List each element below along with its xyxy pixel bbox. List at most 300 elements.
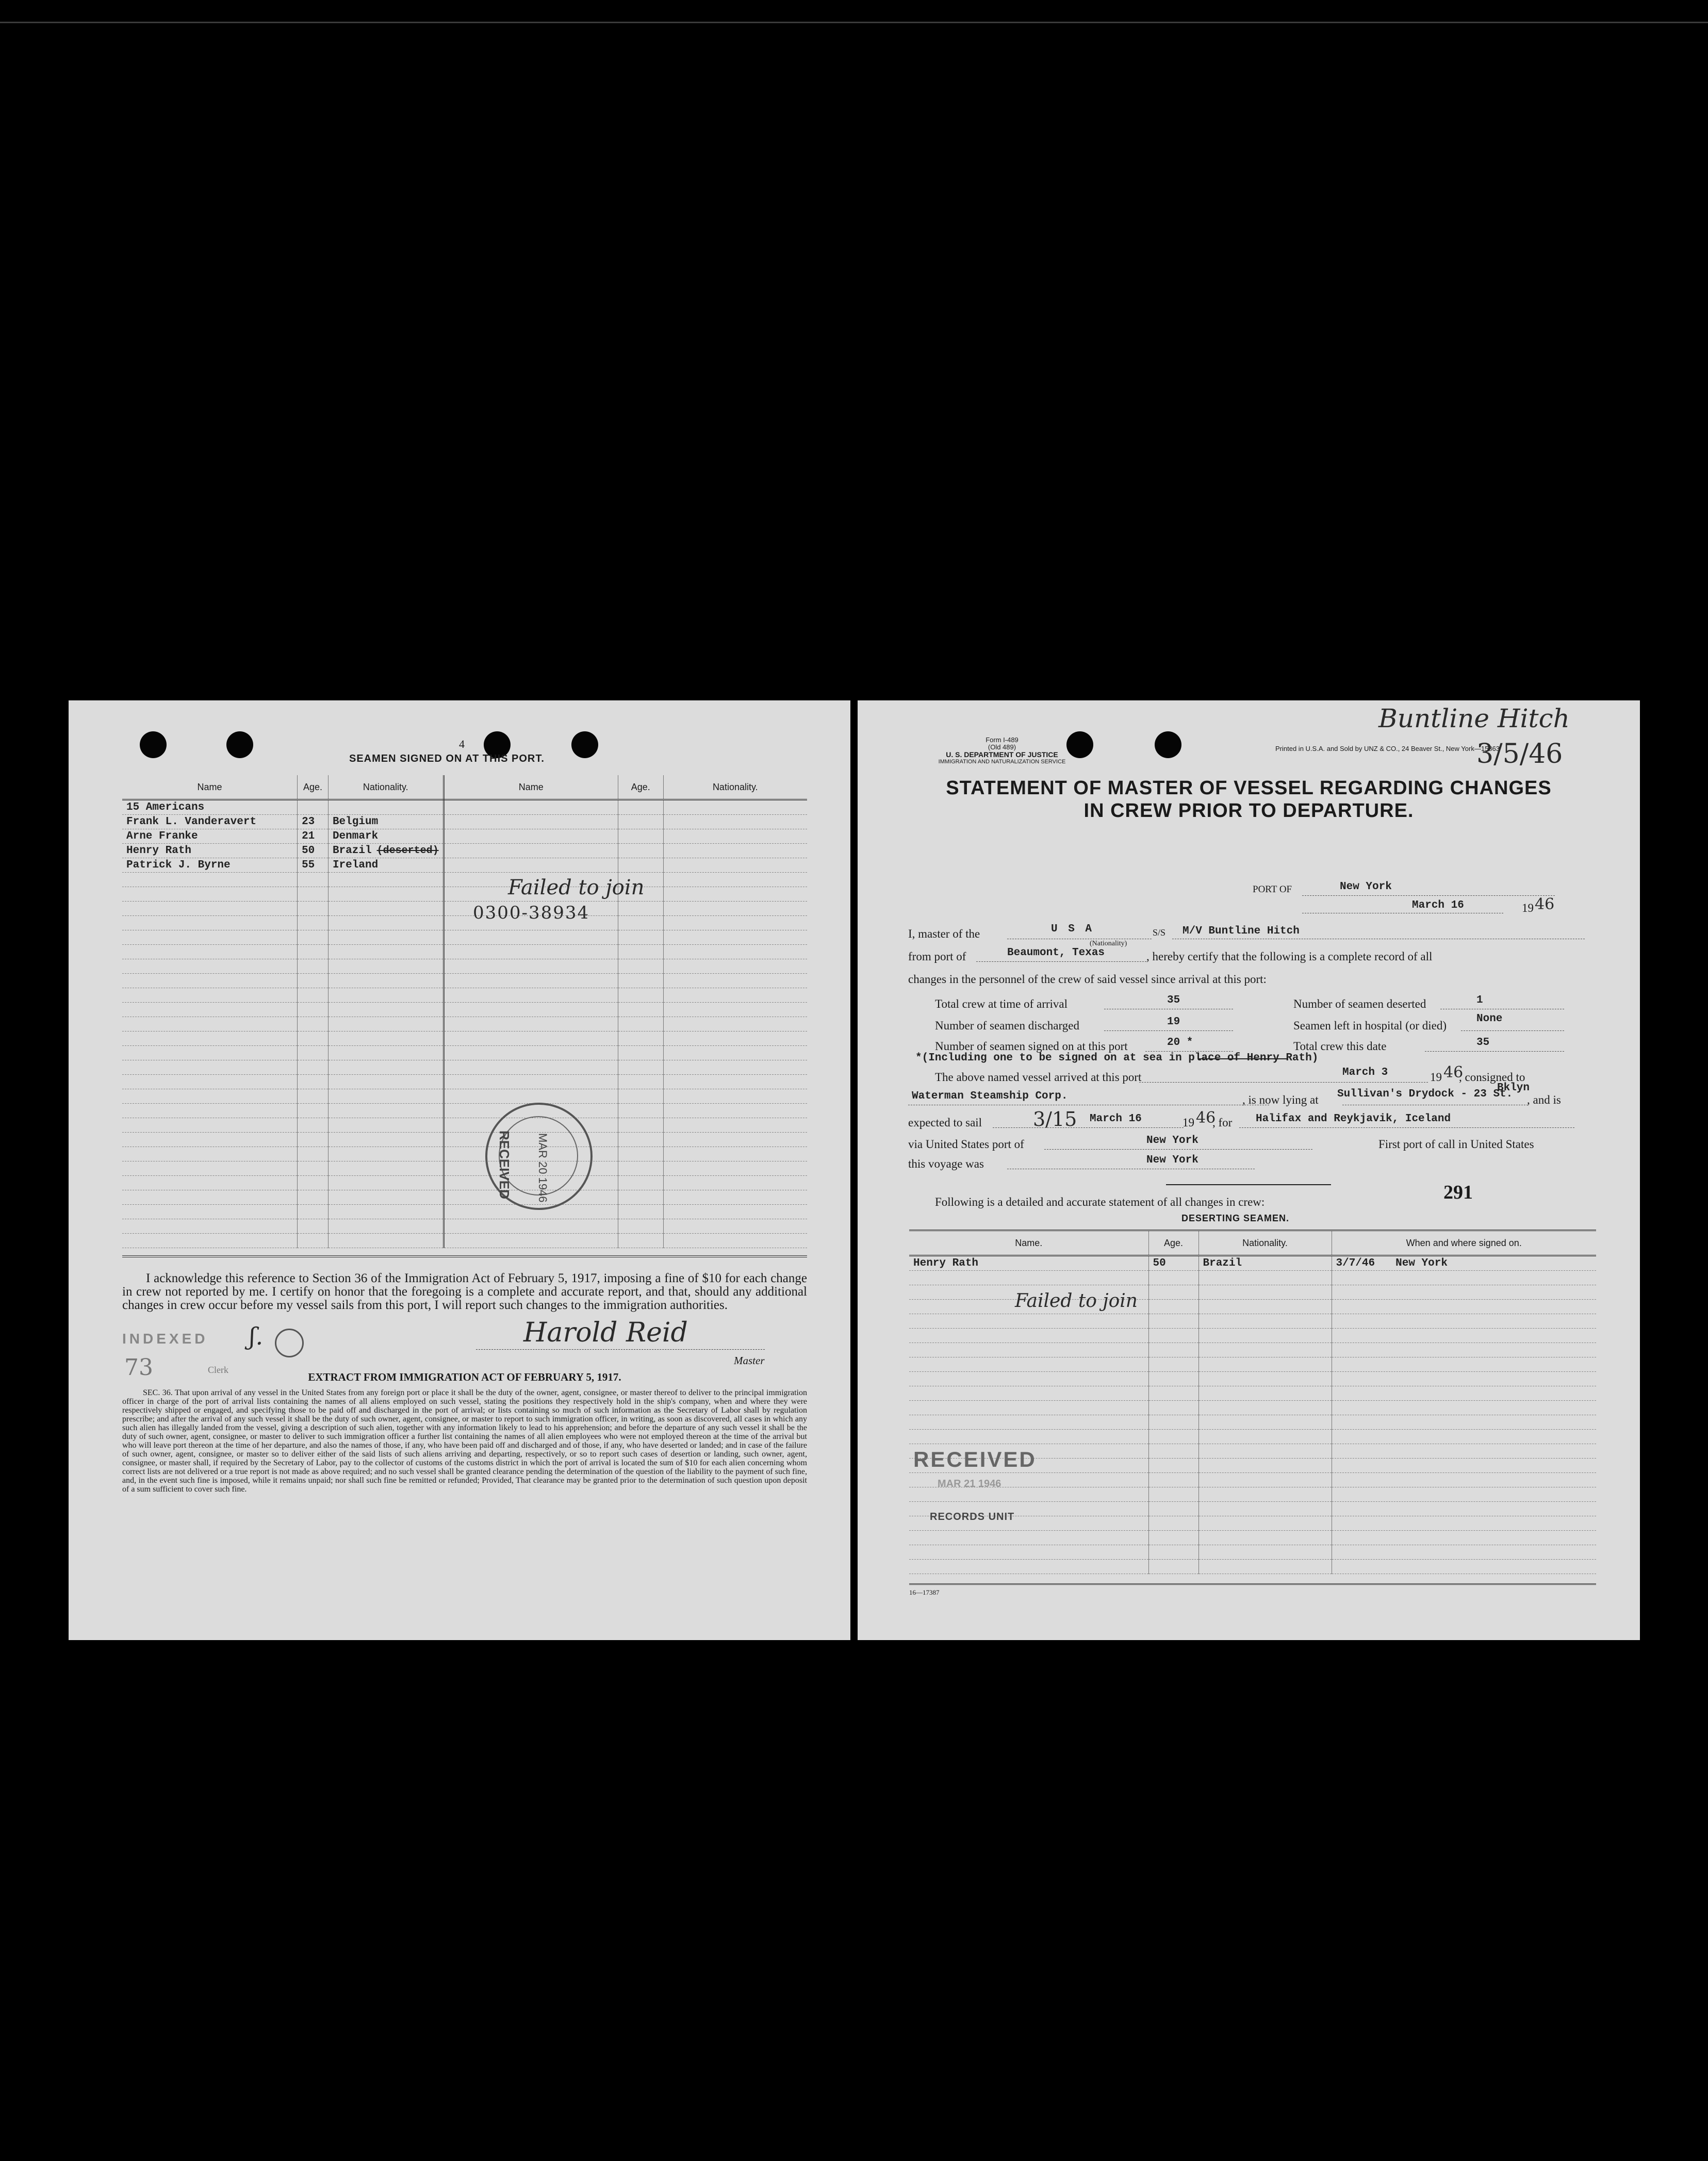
from-port-value: Beaumont, Texas [1007,947,1105,959]
cell-empty [663,988,807,1003]
cell-nationality [1198,1459,1332,1473]
cell-empty [444,800,618,815]
cell-empty [618,1089,663,1104]
cell-age [298,1133,329,1147]
cell-empty [618,1017,663,1032]
cell-whenwhere [1332,1285,1596,1300]
cell-nationality [328,1176,444,1190]
lying-value: Sullivan's Drydock - 23 St. [1337,1088,1513,1100]
cell-nationality [328,1104,444,1118]
cell-empty [663,1234,807,1248]
cell-nationality [1198,1285,1332,1300]
table-row [122,988,807,1003]
initials-circle [275,1329,304,1357]
divider-short [1166,1184,1331,1185]
col-header-when-where: When and where signed on. [1332,1231,1596,1256]
cell-name [909,1401,1148,1415]
cell-name [122,873,298,887]
cell-empty [618,1133,663,1147]
cell-empty [663,1089,807,1104]
table-row [122,1046,807,1060]
cell-age [1148,1545,1198,1560]
cell-name [909,1372,1148,1386]
cell-empty [444,844,618,858]
table-row [122,945,807,959]
cell-name [122,945,298,959]
cell-nationality [1198,1271,1332,1285]
extract-title: EXTRACT FROM IMMIGRATION ACT OF FEBRUARY 5, 1917. [308,1371,621,1383]
clerk-number: 73 [124,1354,153,1381]
printer-note: Printed in U.S.A. and Sold by UNZ & CO., 24 Beaver St., New York—15863 [1275,745,1500,752]
cell-whenwhere [1332,1545,1596,1560]
table-row [122,1089,807,1104]
table-bottom-rule [909,1583,1596,1585]
cell-age: 21 [298,829,329,844]
arrived-year-prefix: 19 [1430,1071,1442,1084]
expected-line [993,1127,1184,1128]
cell-empty [618,800,663,815]
table-row [909,1487,1596,1502]
cell-age [1148,1444,1198,1459]
cell-name [122,1032,298,1046]
table-row [909,1285,1596,1300]
cell-empty [618,930,663,945]
cell-nationality [328,1133,444,1147]
voyage-label: this voyage was [908,1157,984,1170]
cell-nationality: Belgium [328,815,444,829]
table-header-row [122,775,807,800]
left-page [69,700,850,1640]
cell-empty [444,815,618,829]
cell-name [122,1075,298,1089]
cell-name [122,887,298,902]
cell-age [1148,1271,1198,1285]
table-row [909,1271,1596,1285]
cell-whenwhere [1332,1415,1596,1430]
handwritten-number: 0300-38934 [473,903,590,923]
cell-age [298,1075,329,1089]
cell-empty [618,945,663,959]
cell-empty [444,1032,618,1046]
changes-text: changes in the personnel of the crew of said vessel since arrival at this port: [908,973,1267,986]
cell-age [298,887,329,902]
form-title-line1: STATEMENT OF MASTER OF VESSEL REGARDING CHANGES [946,777,1552,799]
cell-empty [444,988,618,1003]
cell-empty [618,1003,663,1017]
cell-nationality [328,1161,444,1176]
signed-on-place: New York [1395,1257,1448,1269]
table-row [909,1430,1596,1444]
stat-line [1425,1051,1564,1052]
table-row [122,1133,807,1147]
cell-name [122,1161,298,1176]
received-stamp-text: RECEIVED [497,1131,512,1199]
cell-nationality [328,974,444,988]
stat-label-total-date: Total crew this date [1293,1040,1387,1053]
punch-hole [1155,731,1181,758]
page-number: 4 [459,738,465,750]
cell-whenwhere [1332,1473,1596,1487]
cell-empty [663,902,807,916]
arrived-date: March 3 [1342,1067,1388,1078]
table-row [122,1003,807,1017]
cell-empty [663,974,807,988]
table-row [122,1017,807,1032]
table-row [122,1032,807,1046]
cell-age [298,1032,329,1046]
cell-nationality [1198,1430,1332,1444]
received-stamp: RECEIVED [913,1447,1037,1471]
cell-empty [663,800,807,815]
consignee-value: Waterman Steamship Corp. [912,1090,1068,1102]
cell-name [122,1133,298,1147]
cell-nationality [328,902,444,916]
table-row [122,1176,807,1190]
page-number-291: 291 [1443,1182,1473,1203]
table-row [122,1190,807,1205]
following-text: Following is a detailed and accurate statement of all changes in crew: [935,1196,1265,1208]
cell-age [1148,1516,1198,1531]
cell-empty [663,1032,807,1046]
voyage-value: New York [1146,1154,1198,1166]
master-signature: Harold Reid [523,1317,688,1348]
cell-age [298,1003,329,1017]
cell-age [1148,1285,1198,1300]
table-row [909,1386,1596,1401]
cell-nationality [1198,1545,1332,1560]
cell-empty [663,1205,807,1219]
port-label: PORT OF [1253,884,1292,895]
top-border-line [0,22,1708,23]
table-row [909,1545,1596,1560]
cell-whenwhere [1332,1357,1596,1372]
cell-empty [663,873,807,887]
cell-age [298,945,329,959]
signature-line [476,1349,765,1350]
cell-empty [663,1060,807,1075]
cell-empty [444,858,618,873]
cell-whenwhere [1332,1314,1596,1329]
cell-name [909,1343,1148,1357]
cell-name [909,1531,1148,1545]
cell-age: 55 [298,858,329,873]
nationality-text: Brazil [332,845,372,857]
failed-to-join-note: Failed to join [508,876,645,899]
cell-empty [618,1161,663,1176]
cell-empty [618,1046,663,1060]
cell-empty [618,1176,663,1190]
cell-age [1148,1372,1198,1386]
received-round-stamp [485,1103,593,1210]
cell-age [1148,1386,1198,1401]
cell-name [122,988,298,1003]
table-row [122,1118,807,1133]
cell-empty [444,1089,618,1104]
table-row [122,1219,807,1234]
stat-line [1104,1030,1233,1031]
cell-empty [618,1147,663,1161]
table-row [909,1300,1596,1314]
cell-empty [663,829,807,844]
port-line [1302,895,1555,896]
cell-empty [444,1017,618,1032]
cell-age [298,1176,329,1190]
from-port-line [976,961,1146,962]
cell-nationality [328,959,444,974]
cell-name [122,959,298,974]
stat-value-total-date: 35 [1476,1037,1490,1049]
cell-name [122,1234,298,1248]
cell-nationality [1198,1560,1332,1574]
destination-line [1239,1127,1574,1128]
cell-age [1148,1343,1198,1357]
footnote-strikethrough [1198,1058,1288,1059]
table-row [122,916,807,930]
cell-empty [444,1234,618,1248]
cell-nationality [1198,1444,1332,1459]
table-row [909,1560,1596,1574]
cell-empty [618,815,663,829]
cell-nationality [1198,1531,1332,1545]
cell-whenwhere [1332,1256,1596,1271]
cell-empty [618,988,663,1003]
cell-age [1148,1300,1198,1314]
table-row [122,1161,807,1176]
cell-age: 50 [298,844,329,858]
cell-age [298,1104,329,1118]
right-page [858,700,1640,1640]
cell-nationality [1198,1502,1332,1516]
table-row [909,1372,1596,1386]
cell-age [298,916,329,930]
signed-on-date: 3/7/46 [1336,1257,1375,1269]
cell-whenwhere [1332,1502,1596,1516]
cell-whenwhere [1332,1531,1596,1545]
punch-hole [226,731,253,758]
cell-name [122,974,298,988]
cell-empty [444,1046,618,1060]
table-row [122,974,807,988]
table-row [122,873,807,887]
cell-age [298,1060,329,1075]
table-row [122,1104,807,1118]
table-row [122,1075,807,1089]
vessel-prefix: S/S [1153,927,1166,938]
received-stamp-date: MAR 21 1946 [938,1478,1001,1489]
table-row [122,1205,807,1219]
cell-empty [444,1060,618,1075]
cell-age [298,873,329,887]
col-header-nationality: Nationality. [663,775,807,800]
cell-name [122,1147,298,1161]
cell-empty [444,959,618,974]
consigned-label: , consigned to [1459,1071,1525,1084]
cell-nationality: Ireland [328,858,444,873]
received-stamp-date: MAR 20 1946 [536,1133,549,1203]
stat-label-discharged: Number of seamen discharged [935,1019,1079,1032]
cell-nationality [328,1205,444,1219]
cell-name: 15 Americans [122,800,298,815]
cell-age [298,800,329,815]
cell-name [909,1415,1148,1430]
expected-year: 46 [1196,1109,1216,1127]
cell-nationality [328,844,444,858]
col-header-nationality: Nationality. [1198,1231,1332,1256]
first-call-label: First port of call in United States [1378,1138,1534,1151]
cell-empty [618,1075,663,1089]
department-line: U. S. DEPARTMENT OF JUSTICE [946,750,1058,759]
cell-name [909,1386,1148,1401]
cell-empty [663,945,807,959]
nationality-label: (Nationality) [1090,940,1127,947]
clerk-initials: ʃ. [249,1322,264,1350]
col-header-name: Name. [909,1231,1148,1256]
cell-age [298,988,329,1003]
clerk-label: Clerk [208,1365,228,1375]
cell-empty [618,858,663,873]
col-header-age: Age. [1148,1231,1198,1256]
cell-empty [444,930,618,945]
form-number-line: Form I-489 [986,736,1019,744]
cell-age: 50 [1148,1256,1198,1271]
table-row [122,844,807,858]
acknowledgement-text: I acknowledge this reference to Section 36 of the Immigration Act of February 5, 1917, imposing a fine of $10 for each change in crew not reported by me. I certify on honor that the foregoing is a complete and accurate report, and that, should any additional changes in crew occur before my vessel sails from this port, I will report such changes to the immigration authorities. [122,1271,807,1312]
cell-empty [663,1147,807,1161]
arrived-line [1139,1082,1428,1083]
cell-age [1148,1314,1198,1329]
from-port-label: from port of [908,950,966,963]
cell-empty [444,974,618,988]
cell-age [298,1219,329,1234]
cell-nationality [1198,1473,1332,1487]
cell-name: Patrick J. Byrne [122,858,298,873]
cell-name [122,930,298,945]
cell-age [298,1234,329,1248]
cell-empty [618,844,663,858]
master-of-label: I, master of the [908,927,980,940]
cell-age [1148,1357,1198,1372]
cell-empty [663,1176,807,1190]
vessel-value: M/V Buntline Hitch [1183,925,1300,937]
cell-age [298,1046,329,1060]
cell-name [122,1219,298,1234]
cell-age [298,1161,329,1176]
cell-name [909,1329,1148,1343]
cell-empty [444,1003,618,1017]
date-year-prefix: 19 [1522,902,1534,914]
stat-value-signed-on: 20 * [1167,1037,1193,1049]
table-row [122,959,807,974]
cell-nationality [328,1147,444,1161]
cell-nationality [1198,1357,1332,1372]
cell-nationality [328,1032,444,1046]
cell-empty [444,945,618,959]
table-row [909,1343,1596,1357]
cell-empty [663,1017,807,1032]
col-header-name: Name [122,775,298,800]
table-row [122,858,807,873]
cell-age [1148,1430,1198,1444]
cell-empty [663,1046,807,1060]
cell-whenwhere [1332,1516,1596,1531]
cell-nationality [328,1075,444,1089]
cell-nationality [328,1046,444,1060]
cell-empty [618,829,663,844]
cell-empty [618,1190,663,1205]
cell-age [298,1190,329,1205]
cell-empty [618,1205,663,1219]
cell-whenwhere [1332,1372,1596,1386]
cell-nationality: Brazil [1198,1256,1332,1271]
expected-label: expected to sail [908,1116,982,1129]
cell-whenwhere [1332,1300,1596,1314]
cell-whenwhere [1332,1271,1596,1285]
handwritten-date: 3/5/46 [1476,739,1563,770]
cell-empty [444,1219,618,1234]
stat-label-deserted: Number of seamen deserted [1293,997,1426,1010]
struck-deserted-word: (deserted) [376,845,439,857]
cell-empty [618,1219,663,1234]
via-label: via United States port of [908,1138,1024,1151]
stat-label-signed-on: Number of seamen signed on at this port [935,1040,1128,1053]
cell-age [298,959,329,974]
cell-nationality [1198,1487,1332,1502]
cell-age: 23 [298,815,329,829]
cell-empty [663,815,807,829]
form-title [858,777,1640,822]
cell-age [298,1089,329,1104]
table-row [909,1314,1596,1329]
master-label: Master [734,1354,765,1367]
cell-whenwhere [1332,1487,1596,1502]
cell-name: Frank L. Vanderavert [122,815,298,829]
cell-name [122,1118,298,1133]
cell-nationality [1198,1372,1332,1386]
cell-age [298,974,329,988]
table-row [122,815,807,829]
table-row [122,887,807,902]
cell-age [1148,1415,1198,1430]
stat-label-hospital: Seamen left in hospital (or died) [1293,1019,1447,1032]
stat-value-discharged: 19 [1167,1016,1180,1028]
cell-nationality: Denmark [328,829,444,844]
cell-whenwhere [1332,1329,1596,1343]
cell-empty [663,959,807,974]
cell-empty [663,1075,807,1089]
cell-empty [618,1234,663,1248]
cell-empty [618,916,663,930]
cell-empty [663,858,807,873]
arrived-year: 46 [1443,1063,1464,1082]
cell-name [122,1046,298,1060]
handwritten-ship-name: Buntline Hitch [1378,703,1570,733]
indexed-stamp: INDEXED [122,1331,208,1347]
cell-empty [618,1118,663,1133]
cell-nationality [328,1234,444,1248]
records-unit-stamp: RECORDS UNIT [930,1511,1015,1522]
service-line: IMMIGRATION AND NATURALIZATION SERVICE [938,759,1066,765]
table-row [909,1531,1596,1545]
expected-year-prefix: 19 [1183,1116,1194,1129]
cell-empty [663,1219,807,1234]
stat-value-deserted: 1 [1476,994,1483,1006]
destination-value: Halifax and Reykjavik, Iceland [1256,1113,1451,1125]
stat-label-total-arrival: Total crew at time of arrival [935,997,1068,1010]
stat-value-total-arrival: 35 [1167,994,1180,1006]
arrived-text: The above named vessel arrived at this port [935,1071,1142,1084]
cell-name [122,1017,298,1032]
lying-above: Bklyn [1497,1082,1530,1094]
